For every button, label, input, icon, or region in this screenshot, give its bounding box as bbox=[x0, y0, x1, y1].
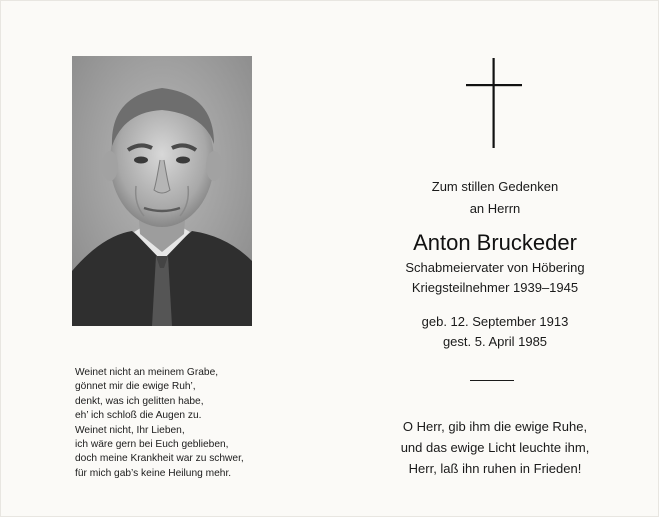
divider bbox=[470, 380, 514, 381]
intro-text bbox=[350, 176, 640, 220]
portrait-photo bbox=[72, 56, 252, 326]
poem-line: ich wäre gern bei Euch geblieben, bbox=[75, 439, 229, 451]
death-date: gest. 5. April 1985 bbox=[442, 334, 548, 349]
birth-date: geb. 12. September 1913 bbox=[421, 314, 569, 329]
prayer bbox=[350, 416, 640, 479]
poem-line: Weinet nicht, Ihr Lieben, bbox=[75, 424, 185, 436]
poem-line: für mich gab’s keine Heilung mehr. bbox=[75, 467, 232, 479]
life-dates bbox=[350, 312, 640, 352]
poem-line: gönnet mir die ewige Ruh’, bbox=[75, 381, 196, 393]
poem-line: Weinet nicht an meinem Grabe, bbox=[75, 367, 219, 378]
intro-line-1: Zum stillen Gedenken bbox=[431, 179, 559, 194]
cross-icon bbox=[466, 58, 522, 148]
poem bbox=[75, 366, 305, 481]
deceased-titles bbox=[350, 258, 640, 298]
poem-line: eh’ ich schloß die Augen zu. bbox=[75, 410, 202, 422]
deceased-name: Anton Bruckeder bbox=[413, 230, 577, 255]
prayer-line-2: und das ewige Licht leuchte ihm, bbox=[400, 440, 590, 455]
poem-line: denkt, was ich gelitten habe, bbox=[75, 395, 204, 407]
intro-line-2: an Herrn bbox=[469, 201, 521, 216]
prayer-line-1: O Herr, gib ihm die ewige Ruhe, bbox=[402, 419, 588, 434]
poem-line: doch meine Krankheit war zu schwer, bbox=[75, 453, 244, 465]
title-line-2: Kriegsteilnehmer 1939–1945 bbox=[411, 280, 579, 295]
title-line-1: Schabmeiervater von Höbering bbox=[405, 260, 585, 275]
prayer-line-3: Herr, laß ihn ruhen in Frieden! bbox=[408, 461, 582, 476]
